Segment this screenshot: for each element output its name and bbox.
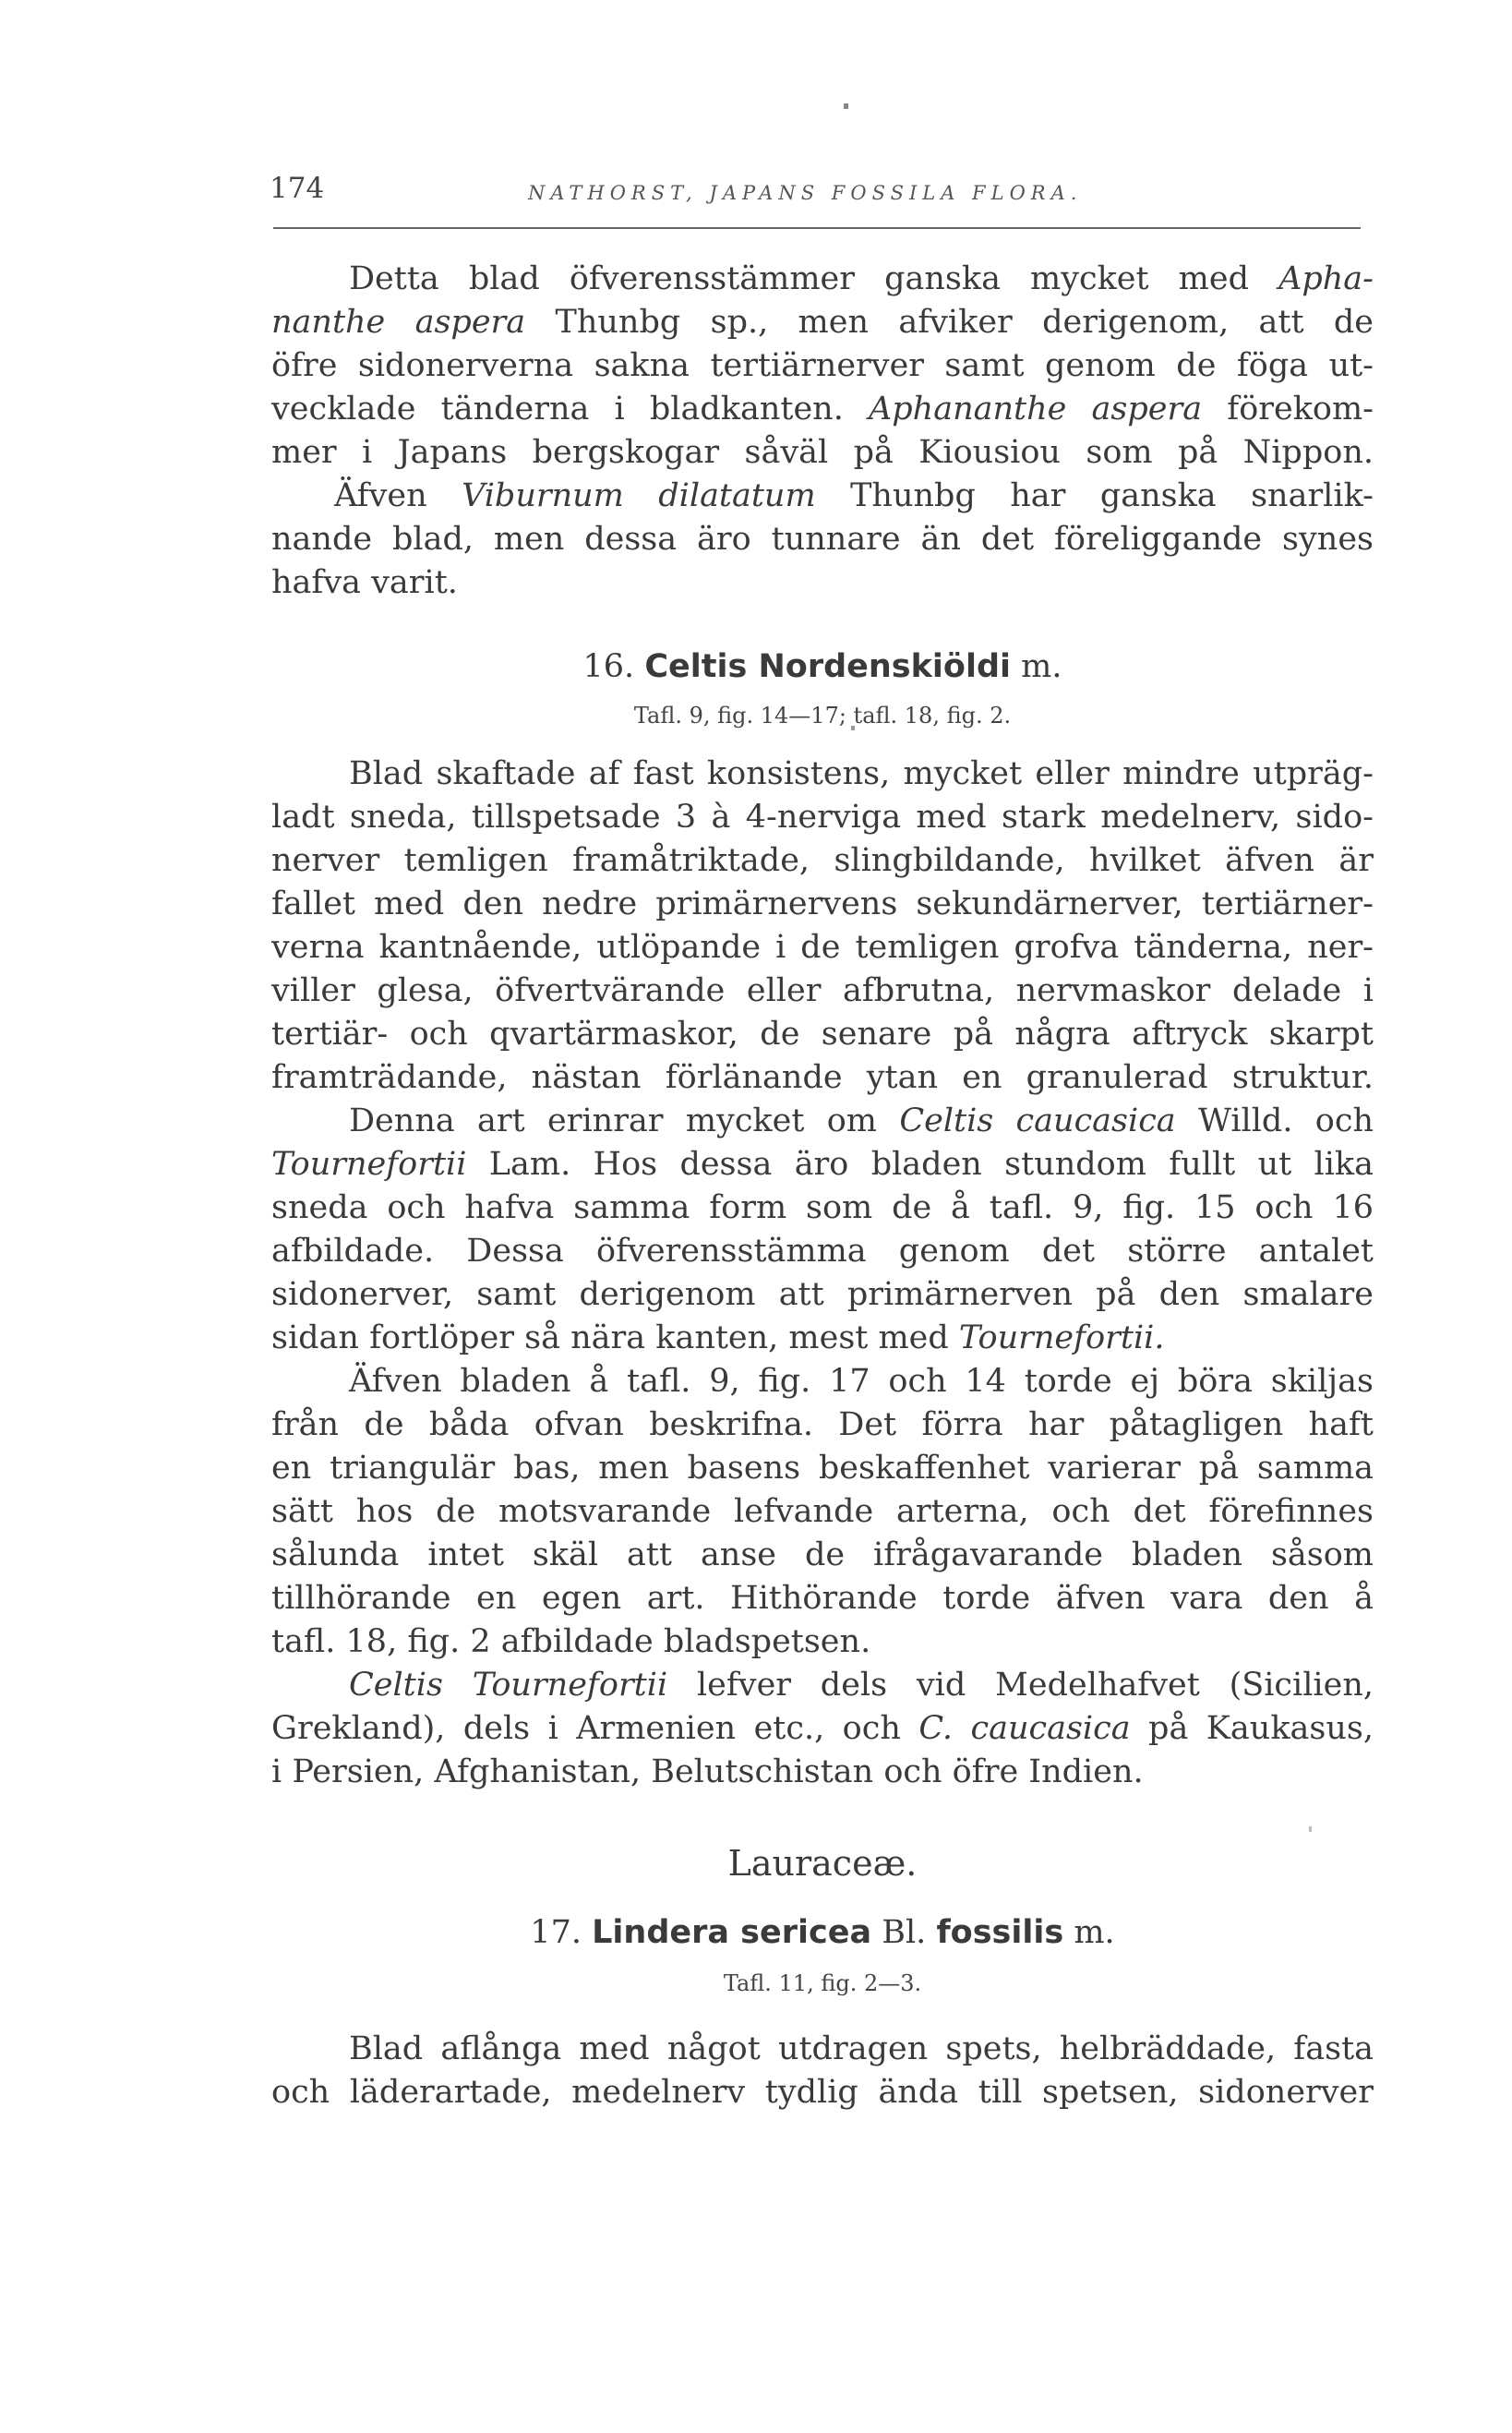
text-span: Thunbg har ganska snarlik- xyxy=(815,477,1374,514)
text-line xyxy=(349,260,1374,297)
text-span: vecklade tänderna i bladkanten. xyxy=(271,391,869,428)
text-span: lefver dels vid Medelhafvet (Sicilien, xyxy=(667,1667,1374,1704)
text-line xyxy=(271,1146,1374,1183)
text-line: viller glesa, öfvertvärande eller afbrutna, nervmaskor delade i xyxy=(271,972,1374,1009)
text-span: Denna art erinrar mycket om xyxy=(349,1102,900,1139)
section-heading-16 xyxy=(271,648,1374,685)
text-line xyxy=(271,1710,1374,1747)
species-epithet: fossilis xyxy=(936,1914,1064,1951)
text-span: Grekland), dels i Armenien etc., och xyxy=(271,1710,919,1747)
text-span: Detta blad öfverensstämmer ganska mycket med xyxy=(349,260,1279,297)
text-span: på Kaukasus, xyxy=(1130,1710,1374,1747)
taxon-name: nanthe aspera xyxy=(271,304,526,341)
text-line: Blad aflånga med något utdragen spets, helbräddade, fasta xyxy=(349,2030,1374,2067)
text-line xyxy=(271,304,1374,341)
species-name: Celtis Nordenskiöldi xyxy=(644,648,1012,685)
text-line: en triangulär bas, men basens beskaffenhet varierar på samma xyxy=(271,1450,1374,1487)
text-line: sålunda intet skäl att anse de ifrågavarande bladen såsom xyxy=(271,1536,1374,1573)
taxon-name: Celtis Tournefortii xyxy=(349,1667,668,1704)
text-span: Thunbg sp., men afviker derigenom, att de xyxy=(525,304,1374,341)
header-rule xyxy=(273,227,1361,229)
species-name: Lindera sericea xyxy=(592,1914,872,1951)
running-title: NATHORST, JAPANS FOSSILA FLORA. xyxy=(528,182,1083,204)
family-heading: Lauraceæ. xyxy=(727,1843,918,1884)
text-line xyxy=(334,477,1374,514)
author-abbrev: Bl. xyxy=(882,1914,927,1951)
author-abbrev: m. xyxy=(1074,1914,1115,1951)
text-line: Blad skaftade af fast konsistens, mycket eller mindre utpräg- xyxy=(349,755,1374,792)
print-speck xyxy=(1309,1826,1312,1832)
section-heading-17 xyxy=(271,1914,1374,1951)
text-line xyxy=(271,1319,1164,1356)
text-line: nerver temligen framåtriktade, slingbildande, hvilket äfven är xyxy=(271,842,1374,879)
text-line: verna kantnående, utlöpande i de temligen grofva tänderna, ner- xyxy=(271,929,1374,966)
text-line: hafva varit. xyxy=(271,564,458,601)
taxon-name: Tournefortii xyxy=(271,1146,467,1183)
text-line xyxy=(271,391,1374,428)
text-line: öfre sidonerverna sakna tertiärnerver samt genom de föga ut- xyxy=(271,347,1374,384)
text-line: tafl. 18, fig. 2 afbildade bladspetsen. xyxy=(271,1623,871,1660)
text-line: sidonerver, samt derigenom att primärnerven på den smalare xyxy=(271,1276,1374,1313)
text-span: Willd. och xyxy=(1175,1102,1374,1139)
taxon-name: Viburnum dilatatum xyxy=(462,477,816,514)
text-line xyxy=(349,1102,1374,1139)
plate-references: Tafl. 9, fig. 14—17; tafl. 18, fig. 2. xyxy=(633,703,1012,729)
taxon-name: C. caucasica xyxy=(918,1710,1131,1747)
text-span: sidan fortlöper så nära kanten, mest med xyxy=(271,1319,959,1356)
text-line: afbildade. Dessa öfverensstämma genom det större antalet xyxy=(271,1233,1374,1270)
text-line: tertiär- och qvartärmaskor, de senare på några aftryck skarpt xyxy=(271,1016,1374,1053)
text-line: sneda och hafva samma form som de å tafl. 9, fig. 15 och 16 xyxy=(271,1189,1374,1226)
page-number: 174 xyxy=(270,172,325,205)
text-line: tillhörande en egen art. Hithörande torde äfven vara den å xyxy=(271,1580,1374,1617)
text-span: Lam. Hos dessa äro bladen stundom fullt ut lika xyxy=(466,1146,1374,1183)
text-line: ladt sneda, tillspetsade 3 à 4-nerviga med stark medelnerv, sido- xyxy=(271,799,1374,836)
text-span: Äfven xyxy=(334,477,462,514)
text-line: sätt hos de motsvarande lefvande arterna, och det förefinnes xyxy=(271,1493,1374,1530)
text-line xyxy=(349,1667,1374,1704)
text-line: i Persien, Afghanistan, Belutschistan och öfre Indien. xyxy=(271,1753,1144,1790)
text-line: mer i Japans bergskogar såväl på Kiousiou som på Nippon. xyxy=(271,434,1374,471)
text-line: nande blad, men dessa äro tunnare än det föreliggande synes xyxy=(271,521,1374,558)
text-span: förekom- xyxy=(1202,391,1374,428)
print-speck xyxy=(844,103,848,109)
plate-references: Tafl. 11, fig. 2—3. xyxy=(723,1970,922,1996)
text-line: fallet med den nedre primärnervens sekundärnerver, tertiärner- xyxy=(271,885,1374,922)
section-number: 16. xyxy=(582,648,635,685)
text-line: och läderartade, medelnerv tydlig ända till spetsen, sidonerver xyxy=(271,2074,1374,2111)
text-line: Äfven bladen å tafl. 9, fig. 17 och 14 torde ej böra skiljas xyxy=(349,1363,1374,1400)
taxon-name: Aphananthe aspera xyxy=(869,391,1203,428)
taxon-name: Celtis caucasica xyxy=(899,1102,1176,1139)
text-line: från de båda ofvan beskrifna. Det förra har påtagligen haft xyxy=(271,1406,1374,1443)
section-number: 17. xyxy=(530,1914,582,1951)
author-abbrev: m. xyxy=(1021,648,1062,685)
taxon-name: Apha- xyxy=(1278,260,1374,297)
taxon-name: Tournefortii. xyxy=(958,1319,1165,1356)
text-line: framträdande, nästan förlänande ytan en granulerad struktur. xyxy=(271,1059,1374,1096)
